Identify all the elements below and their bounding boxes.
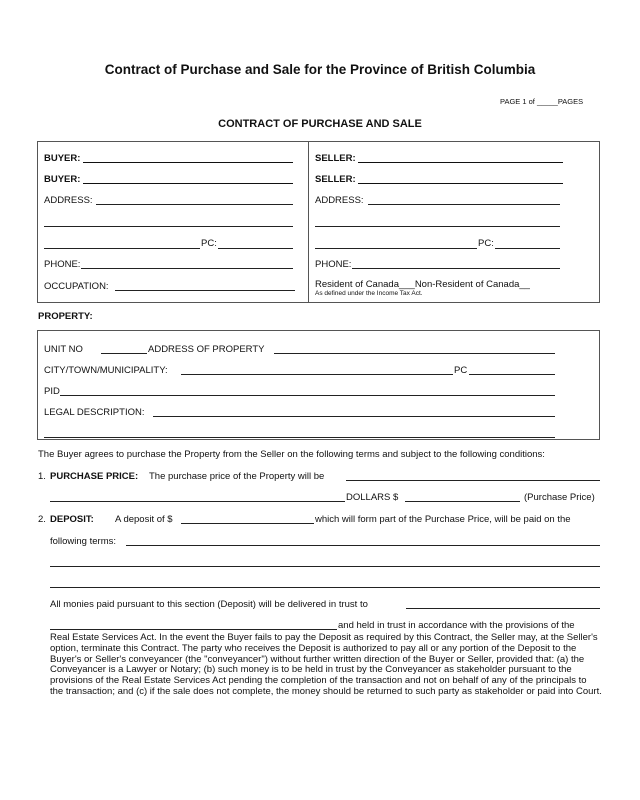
purchase-price-field[interactable] xyxy=(346,480,600,481)
deposit-text-b: which will form part of the Purchase Price, will be paid on the xyxy=(315,514,571,525)
city-field[interactable] xyxy=(181,374,453,375)
legal-description-label: LEGAL DESCRIPTION: xyxy=(44,407,145,418)
following-terms-label: following terms: xyxy=(50,536,116,547)
following-terms-field-3[interactable] xyxy=(50,587,600,588)
purchase-price-note: (Purchase Price) xyxy=(524,492,595,503)
buyer-occupation-field[interactable] xyxy=(115,290,295,291)
unit-field[interactable] xyxy=(101,353,147,354)
buyer-phone-field[interactable] xyxy=(81,268,293,269)
deposit-paragraph: Real Estate Services Act. In the event the Buyer fails to pay the Deposit as required by this Contract, the Seller may, at the Seller's option, terminate this Contract. The party who receives the Deposit is authorized to pay all or any portion of the Deposit to the Buyer's or Seller's conveyancer (the "conveyancer") without further written direction of the Buyer or Seller, provided that: (a) the Conveyancer is a Lawyer or Notary; (b) such money is to be held in trust by the Conveyancer as stakeholder pursuant to the provisions of the Real Estate Services Act pending the completion of the transaction and not on behalf of any of the principals to the transaction; and (c) if the sale does not complete, the money should be returned to such party as stakeholder or paid into Court. xyxy=(50,632,602,697)
deposit-label: DEPOSIT: xyxy=(50,514,94,525)
seller-label-1: SELLER: xyxy=(315,153,356,164)
buyer-address-field-2[interactable] xyxy=(44,226,293,227)
buyer-pc-label: PC: xyxy=(201,238,217,249)
contract-heading: CONTRACT OF PURCHASE AND SALE xyxy=(218,118,422,130)
following-terms-field-2[interactable] xyxy=(50,566,600,567)
buyer-phone-label: PHONE: xyxy=(44,259,81,270)
buyer-pc-field[interactable] xyxy=(218,248,293,249)
deposit-amount-field[interactable] xyxy=(181,523,314,524)
terms-intro: The Buyer agrees to purchase the Property from the Seller on the following terms and subject to the following conditions: xyxy=(38,449,545,460)
buyer-occupation-label: OCCUPATION: xyxy=(44,281,109,292)
seller-address-field[interactable] xyxy=(368,204,560,205)
buyer-field-2[interactable] xyxy=(83,183,293,184)
item2-number: 2. xyxy=(38,514,46,525)
unit-label: UNIT NO xyxy=(44,344,83,355)
seller-address-field-2[interactable] xyxy=(315,226,560,227)
purchase-price-words-field[interactable] xyxy=(50,501,345,502)
pid-field[interactable] xyxy=(60,395,555,396)
seller-phone-field[interactable] xyxy=(352,268,560,269)
seller-city-field[interactable] xyxy=(315,248,477,249)
pid-label: PID xyxy=(44,386,60,397)
legal-description-field[interactable] xyxy=(153,416,555,417)
purchase-price-label: PURCHASE PRICE: xyxy=(50,471,139,482)
buyer-label-2: BUYER: xyxy=(44,174,81,185)
dollars-label: DOLLARS $ xyxy=(346,492,399,503)
seller-address-label: ADDRESS: xyxy=(315,195,364,206)
trust-recipient-field-2[interactable] xyxy=(50,629,337,630)
held-in-trust-text: and held in trust in accordance with the provisions of the xyxy=(338,620,575,631)
property-address-field[interactable] xyxy=(274,353,555,354)
buyer-field-1[interactable] xyxy=(83,162,293,163)
property-box xyxy=(37,330,600,440)
trust-recipient-field[interactable] xyxy=(406,608,600,609)
residency-note: As defined under the Income Tax Act. xyxy=(315,290,423,297)
seller-field-1[interactable] xyxy=(358,162,563,163)
residency-text: Resident of Canada___Non-Resident of Canada__ xyxy=(315,279,530,290)
property-pc-field[interactable] xyxy=(469,374,555,375)
seller-label-2: SELLER: xyxy=(315,174,356,185)
buyer-address-label: ADDRESS: xyxy=(44,195,93,206)
page-label: PAGE 1 of _____PAGES xyxy=(500,97,584,106)
parties-divider xyxy=(308,141,309,303)
purchase-price-text: The purchase price of the Property will be xyxy=(149,471,325,482)
city-label: CITY/TOWN/MUNICIPALITY: xyxy=(44,365,168,376)
dollars-field[interactable] xyxy=(405,501,520,502)
buyer-city-field[interactable] xyxy=(44,248,200,249)
following-terms-field[interactable] xyxy=(126,545,600,546)
legal-description-field-2[interactable] xyxy=(44,437,555,438)
address-of-property-label: ADDRESS OF PROPERTY xyxy=(148,344,265,355)
item1-number: 1. xyxy=(38,471,46,482)
seller-pc-label: PC: xyxy=(478,238,494,249)
document-title: Contract of Purchase and Sale for the Province of British Columbia xyxy=(104,62,536,77)
deposit-text-a: A deposit of $ xyxy=(115,514,173,525)
seller-pc-field[interactable] xyxy=(495,248,560,249)
seller-field-2[interactable] xyxy=(358,183,563,184)
property-pc-label: PC xyxy=(454,365,468,376)
property-label: PROPERTY: xyxy=(38,311,93,322)
seller-phone-label: PHONE: xyxy=(315,259,352,270)
buyer-address-field[interactable] xyxy=(96,204,293,205)
buyer-label-1: BUYER: xyxy=(44,153,81,164)
all-monies-text: All monies paid pursuant to this section (Deposit) will be delivered in trust to xyxy=(50,599,368,610)
